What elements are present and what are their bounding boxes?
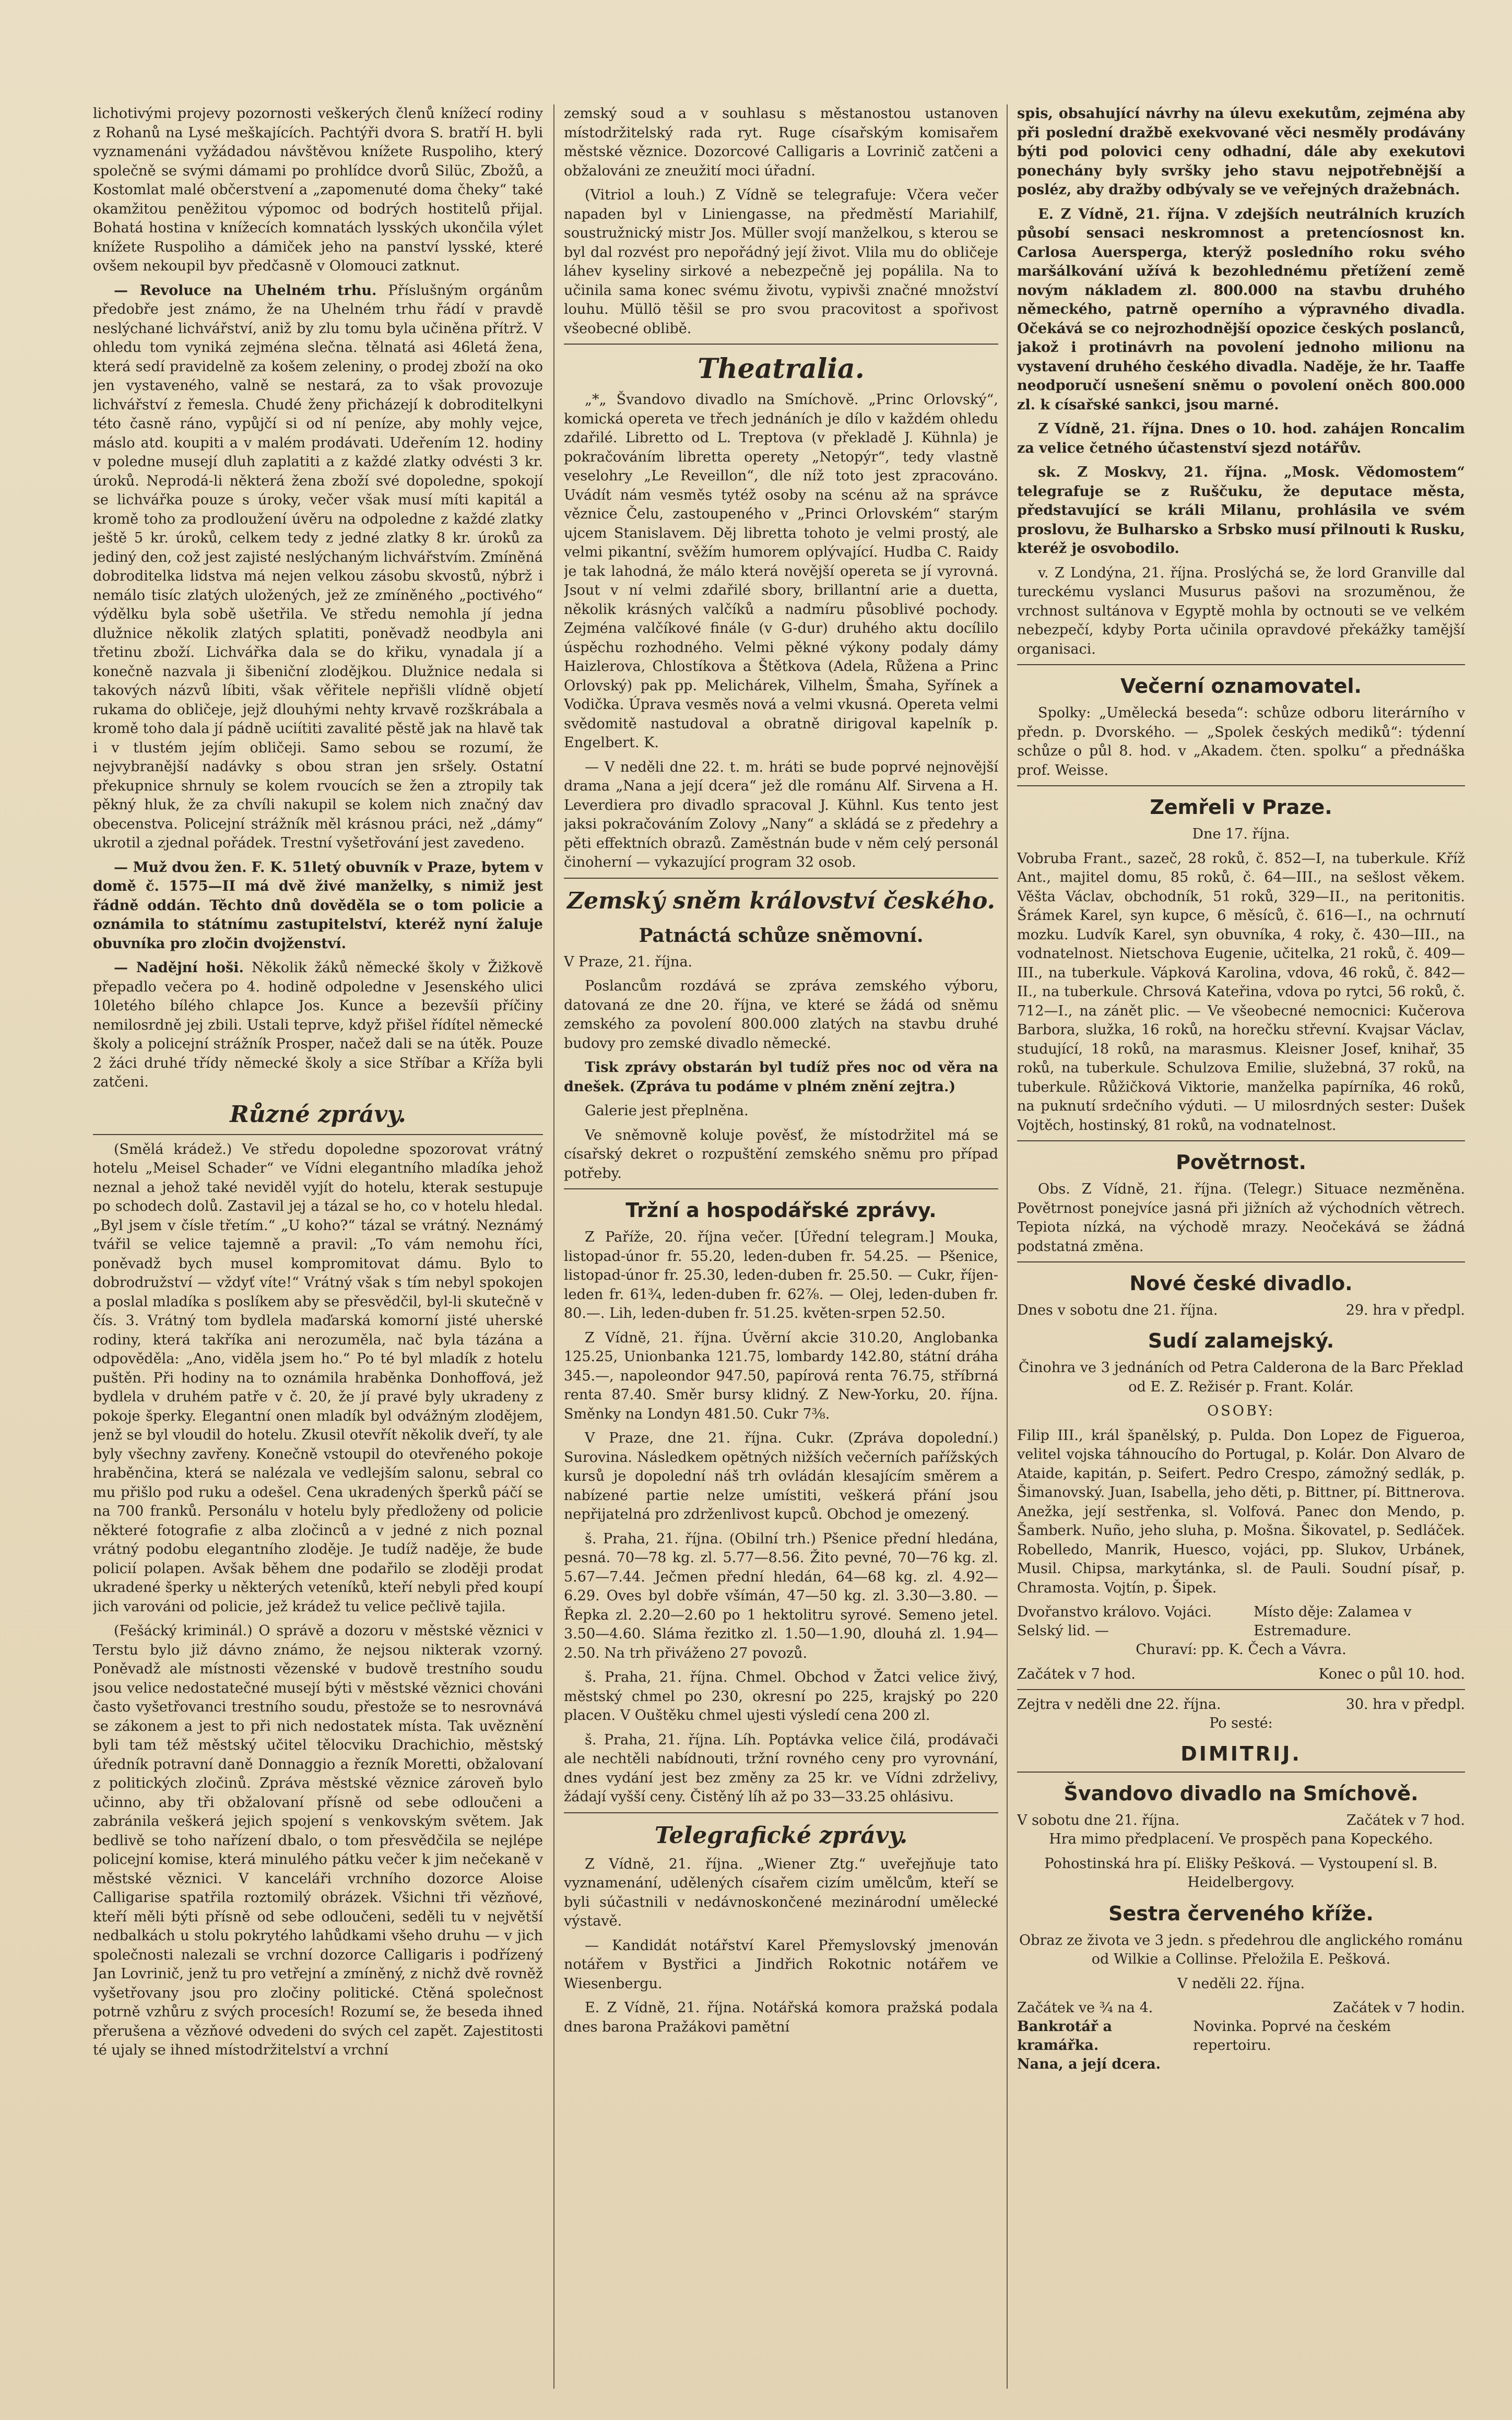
- divider: [564, 1188, 998, 1189]
- program-text: Hra mimo předplacení. Ve prospěch pana Kopeckého.: [1049, 1831, 1433, 1847]
- section-title: Nové české divadlo.: [1129, 1272, 1353, 1295]
- market-vienna: Z Vídně, 21. října. Úvěrní akcie 310.20, Anglobanka 125.25, Unionbanka 121.75, lombardy 142.80, státní dráha 345.—, napoleondor 947.50, papírová renta 76.75, stříbrná renta 87.40. Směr bursy klidný. Z New-Yorku, 20. října. Směnky na Londyn 481.50. Cukr 7⅜.: [564, 1329, 998, 1422]
- divider: [1017, 1140, 1465, 1141]
- telegram-vienna-2: Z Vídně, 21. října. Dnes o 10. hod. zahájen Roncalim za velice četného účastenství sjezd notářův.: [1017, 421, 1465, 456]
- article-heading: — Muž dvou žen.: [114, 859, 247, 876]
- program-start: Začátek v 7 hod.: [1346, 1812, 1465, 1828]
- program-line: [1017, 1665, 1465, 1684]
- article-theatre-1: „*„ Švandovo divadlo na Smíchově. „Princ Orlovský“, komická opereta ve třech jednáních je dílo v každém ohledu zdařilé. Libretto od L. Treptova (v překladě J. Kühnla) je pokračováním libretta operety „Netopýr“, tedy vlastně veselohry „Le Reveillon“, dle níž toto jest zpracováno. Uvádít nám vesměs tytéž osoby na scénu až na správce věznice Čelu, zastoupeného v „Princi Orlovském“ starým ujcem Stanislavem. Děj libretta tohoto je velmi prostý, ale velmi pikantní, svěžím humorem oplývající. Hudba C. Raidy je tak lahodná, že málo která novější opereta se jí vyrovná. Jsout v ní velmi zdařilé sbory, brillantní arie a duetta, několik krásných valčíků a nadmíru působlivé pochody. Zejména valčíkové finále (v G-dur) druhého aktu docílilo úspěchu rozhodného. Velmi pěkné výkony podaly dámy Haizlerova, Chlostíkova a Štětkova (Adela, Růžena a Princ Orlovský) pak pp. Melichárek, Vilhelm, Šmaha, Syřínek a Vodička. Úprava vesměs nová a velmi vkusná. Opereta velmi svědomitě nastudoval a obratně dirigoval kapelník p. Engelbert. K.: [564, 392, 998, 751]
- article-muz: [93, 858, 543, 954]
- divider: [1017, 1261, 1465, 1262]
- divider: [1017, 785, 1465, 786]
- program-text: Dvořanstvo královo. Vojáci. Selský lid. —: [1017, 1604, 1212, 1639]
- article-heading: — Nadějní hoši.: [114, 960, 244, 976]
- announcements: Spolky: „Umělecká beseda“: schůze odboru literárního v předn. p. Dvorského. — „Spolek českých mediků“: týdenní schůze o půl 8. hod. v „Akadem. čten. spolku“ a přednáška prof. Weisse.: [1017, 705, 1465, 778]
- article-snem-4: Ve sněmovně koluje pověsť, že místodržitel má se císařský dekret o rozpuštění zemského sněmu pro případ potřeby.: [564, 1127, 998, 1182]
- column-rule-left: [553, 104, 554, 2389]
- article-heading: — Revoluce na Uhelném trhu.: [114, 282, 377, 299]
- program-line: [1017, 1301, 1465, 1320]
- program-start: Začátek ve ¾ na 4.: [1017, 2000, 1153, 2016]
- program-line: [1017, 1999, 1465, 2017]
- article-body: Několik žáků německé školy v Žižkově přepadlo večera po 4. hodině odpoledne v Jesenského ulici 10letého bílého chlapce Jos. Kunce a bezevšíi příčiny nemilosrdně jej zbili. Ustali teprve, když přišel řídítel německé školy a policejní strážník Prosper, načež dali se na útěk. Pouze 2 žáci druhé třídy německé školy a sice Stříbar a Kříža byli zatčeni.: [93, 960, 543, 1090]
- program-date: V neděli 22. října.: [1177, 1975, 1305, 1992]
- market-prague-grain: š. Praha, 21. října. (Obilní trh.) Pšenice přední hledána, pesná. 70—78 kg. zl. 5.77—8.56. Žito pevné, 70—76 kg. zl. 5.67—7.44. Ječmen přední hledán, 64—68 kg. zl. 4.92—6.29. Oves byl dobře všímán, 47—50 kg. zl. 3.30—3.80. — Řepka zl. 2.20—2.60 po 1 hektolitru syrové. Semeno jetel. 3.50—4.60. Sláma řezitko zl. 1.50—1.90, dlouhá zl. 1.94—2.50. Na trh přiváženo 27 povozů.: [564, 1530, 998, 1661]
- article-snem-3: Galerie jest přeplněna.: [585, 1103, 749, 1119]
- program-end: Konec o půl 10. hod.: [1318, 1666, 1465, 1682]
- program-line: [1017, 1811, 1465, 1830]
- market-prague-hops: š. Praha, 21. října. Chmel. Obchod v Žatci velice živý, městský chmel po 230, okresní po 225, krajský po 220 placen. V Ouštěku chmel ujesti výsledí cena 200 zl.: [564, 1669, 998, 1723]
- program-line: [1017, 1695, 1465, 1714]
- divider: [1017, 664, 1465, 665]
- play-title: Sestra červeného kříže.: [1108, 1902, 1374, 1925]
- article-kriminal: (Fešácký kriminál.) O správě a dozoru v městské věznici v Terstu bylo již dávno známo, že nejsou nikterak vzorný. Poněvadž ale místnosti vězenské v budově trestního soudu jsou velice nedostatečné musejí býti v městské věznici chováni často vyšetřovanci trestního soudu, přestože se to nesrovnává se zákonem a jest to při nich nedostatek místa. Tak uvěznění byli tam též městský učitel tělocviku Drachichio, městský úředník potravní daně Donnaggio a řezník Moretti, obžalovaní z politických zločinů. Zpráva městské věznice zároveň bylo učinno, aby tři obžalovaní přísně od sebe odloučeni a zabránila veškerá jejich spojení s venkovským světem. Jak bedlivě se toho nařízení dbalo, o tom přesvědčila se nejlépe policejní komise, která minulého pátku večer k jim nečekaně v městské věznici. V kanceláři vrchního dozorce Aloise Calligarise spatřila roztomilý obrázek. Všichni tři vězňové, kteří měli býti přísně od sebe odloučeni, seděli tu v největší nedbalkách u stolu pokrytého lahůdkami všeho druhu — v jich společnosti nalezali se vrchní dozorce Calligaris i podřízený Jan Lovrinič, jenž tu pro vetřejní a zmíněný, z nichž dvě rovněž vyšetřovany jsou pro zločiny politické. Ctěná společnost potrně vzhůru z svých procesích! Rozumí se, že beseda ihned přerušena a vězňové odvedeni do svých cel zapět. Zajestitosti té ujaly se ihned místodržitelství a vrchní: [93, 1623, 543, 2058]
- article-continued: spis, obsahující návrhy na úlevu exekutům, zejména aby při poslední dražbě exekvované věci nesměly prodávány býti pod polovici ceny odhadní, dále aby exekutovi ponechány byly svršky jeho stavu nejpotřebnější a posléz, aby dražby odbývaly se ve veřejných dražebnách.: [1017, 105, 1465, 198]
- play-credits: Obraz ze života ve 3 jedn. s předehrou dle anglického románu od Wilkie a Collinse. Přeložila E. Pešková.: [1019, 1932, 1463, 1967]
- telegram-moscow: sk. Z Moskvy, 21. října. „Mosk. Vědomostem“ telegrafuje se z Ruščuku, že deputace města, představující se králi Milanu, prohlásila ve svém proslovu, že Bulharsko a Srbsko musí přilnouti k Rusku, kteréž je osvobodilo.: [1017, 464, 1465, 557]
- section-subtitle: Patnáctá schůze sněmovní.: [639, 924, 924, 947]
- telegram-london: v. Z Londýna, 21. října. Proslýchá se, že lord Granville dal tureckému vyslanci Musurus pašovi na srozuměnou, že vrchnost sultánova v Egyptě mohla by octnouti se ve velkém nebezpečí, kdyby Porta učinila opravdové překážky tamější organisaci.: [1017, 564, 1465, 657]
- divider: [564, 344, 998, 345]
- article-revoluce: [93, 281, 543, 853]
- play-title: Bankrotář a kramářka.: [1017, 2018, 1112, 2053]
- divider: [93, 1134, 543, 1135]
- article-snem-2: Tisk zprávy obstarán byl tudíž přes noc od věra na dnešek. (Zpráva tu podáme v plném znění zejtra.): [564, 1059, 998, 1095]
- program-start: Začátek v 7 hod.: [1017, 1666, 1136, 1682]
- program-line: [1017, 2017, 1465, 2055]
- market-prague-spirit: š. Praha, 21. října. Líh. Poptávka velice čilá, prodávači ale nechtěli nabídnouti, tržní rovného ceny pro vyrovnání, dnes vydání jest bez změny za 25 kr. ve Vídni zdrželivy, žádají vyšší ceny. Čistěný líh až po 33—33.25 ohlásivu.: [564, 1731, 998, 1805]
- telegram-3: E. Z Vídně, 21. října. Notářská komora pražská podala dnes barona Pražákovi pamětní: [564, 2000, 998, 2035]
- telegram-2: — Kandidát notářství Karel Přemyslovský jmenován notářem v Bystřici a Jindřich Rokotnic notářem ve Wiesenbergu.: [564, 1937, 998, 1992]
- article-hosi: [93, 959, 543, 1092]
- play-title: Nana, a její dcera.: [1017, 2056, 1161, 2072]
- article-kradez: (Smělá krádež.) Ve středu dopoledne spozorovat vrátný hotelu „Meisel Schader“ ve Vídni elegantního mladíka jehož neznal a jehož také neviděl vyjít do hotelu, kterak sestupuje po schodech dolů. Zastavil jej a tázal se ho, co v hotelu hledal. „Byl jsem v čísle třetím.“ „U koho?“ tázal se vrátný. Neznámý tvářil se velice tajemně a pravil: „To vám nemohu říci, poněvadž bych musel kompromitovat dámu. Bylo to dobrodružství — vždyť víte!“ Vrátný však s tím nebyl spokojen a poslal mladíka s poslíkem aby se přesvědčil, byl-li skutečně v čís. 3. Vrátný tom bydlela maďarská komorní jisté uherské rodiny, která takříka ani nerozuměla, nač byla tázána a odpověděla: „Ano, viděla jsem ho.“ Po té byl mladík z hotelu puštěn. Při hodiny na to oznámila hraběnka Donhoffová, jež bydlela v druhém patře v č. 20, že jí pravé byly ukradeny z pokoje šperky. Elegantní onen mladík byl odvážným zlodějem, jenž se byl vloudil do hotelu. Zkusil otevřít několik dveří, ty ale byly všechny zavřeny. Konečně vstoupil do otevřeného pokoje hraběnčina, která se nalézala ve vedlejším salonu, sebral co mu přišlo pod ruku a odešel. Cena ukradených šperků páčí se na 700 franků. Personálu v hotelu byly předloženy od policie některé fotografie z alba zločinců a v jedné z nich poznal vrátný podobu elegantního zloděje. Je tudíž naděje, že bude policií polapen. Avšak během dne podařilo se zloději prodat ukradené šperky u některých veteníků, kteří nebyli před koupí jich varováni od policie, jež krádež tu velice pečlivě tajila.: [93, 1141, 543, 1615]
- section-title: Švandovo divadlo na Smíchově.: [1064, 1782, 1419, 1805]
- article-body: Příslušným orgánům předobře jest známo, že na Uhelném trhu řádí v pravdě neslýchané lichvářství, aniž by zlu tomu byla učiněna přítrž. V ohledu tom vyniká zejména slečna. tělnatá asi 46letá žena, která sedí pravidelně za košem zeleniny, o prodej zboží na oko jen vystaveného, valně se nestará, za to však provozuje lichvářství z řemesla. Chudé ženy přicházejí k dobroditelkyni této časně ráno, vypůjčí si od ní peníze, aby mohly vejce, máslo atd. koupiti a v malém prodávati. Udeřením 12. hodiny v poledne musejí dluh zaplatiti a z každé zlatky odvésti 3 kr. úroků. Neprodá-li některá žena zboží své dopoledne, spokojí se lichvářka pouze s úroky, večer však musí míti kapitál a kromě toho za prodloužení úvěru na odpoledne z každé zlatky ještě 5 kr. úroků, celkem tedy z jedné zlatky 8 kr. úroků za jediný den, což jest zajisté neslýchaným lichvářstvím. Zmíněná dobroditelka lidstva má nejen velkou zásobu skvostů, nýbrž i nemálo tisíc zlatých uložených, jež ze zmíněného „poctivého“ výdělku byla sobě ušetřila. Ve středu nemohla jí jedna dlužnice několik zlatých splatiti, poněvadž neodbyla ani třetinu zboží. Lichvářka dala se do křiku, vynadala jí a konečně nazvala ji šibeniční zlodějkou. Dlužnice nedala si takových názvů líbiti, však věřitele nepřišli vlídně objetí rukama do obličeje, jejž dlouhými nehty krvavě rozškrábala a kromě toho dala jí pádně uciítiti zavalité pěstě jak na hlavě tak i v tlustém jejím obličeji. Samo sebou se rozumí, že nejvybranější nadávky s obou stran jen sršely. Ostatní překupnice shrnuly se kolem rvoucích se žen a ztropily tak pěkný hluk, že za chvíli nakupil se kolem nich značný dav obecenstva. Policejní strážník měl krásnou práci, než „dámy“ ukrotil a zjednal pořádek. Trestní vyšetřování jest zavedeno.: [93, 282, 543, 851]
- column-left: [93, 104, 543, 2389]
- divider: [564, 1812, 998, 1813]
- section-title: Zemřeli v Praze.: [1150, 796, 1332, 819]
- divider: [1017, 1689, 1465, 1690]
- program-text: Místo děje: Zalamea v Estremadure.: [1254, 1604, 1412, 1639]
- program-text: Po sesté:: [1209, 1715, 1273, 1731]
- program-text: Pohostinská hra pí. Elišky Pešková. — Vystoupení sl. B. Heidelbergovy.: [1044, 1855, 1438, 1891]
- market-prague-sugar: V Praze, dne 21. října. Cukr. (Zpráva dopolední.) Surovina. Následkem opětných nižších večerních pařížských kursů je dopolední náš trh ovládán klesajícím směrem a nabízené partie nelze umístiti, veškerá přání jsou nepřijatelná pro zdrženlivost kupců. Obchod je omezený.: [564, 1430, 998, 1522]
- program-date: Zejtra v neděli dne 22. října.: [1017, 1696, 1221, 1713]
- column-right: [1017, 104, 1465, 2389]
- section-title: Telegrafické zprávy.: [654, 1822, 908, 1849]
- article-continued: zemský soud a v souhlasu s městanostou ustanoven místodržitelský rada ryt. Ruge císařským komisařem městské věznice. Dozorcové Calligaris a Lovrinič zatčeni a obžalováni ze zneužití moci úřadní.: [564, 105, 998, 179]
- play-credits: Činohra ve 3 jednáních od Petra Calderona de la Barc Překlad od E. Z. Režisér p. Frant. Kolár.: [1018, 1360, 1464, 1395]
- telegram-1: Z Vídně, 21. října. „Wiener Ztg.“ uveřejňuje tato vyznamenání, udělených císařem cizím umělcům, kteří se byli súčastnili v nedávnoskončené mezinárodní umělecké výstavě.: [564, 1856, 998, 1929]
- divider: [564, 878, 998, 879]
- divider: [1017, 1772, 1465, 1773]
- weather-report: Obs. Z Vídně, 21. října. (Telegr.) Situace nezměněna. Povětrnost ponejvíce jasná při jižních až východních větrech. Tepiota nízká, na východě mrazy. Neočekává se žádná podstatná změna.: [1017, 1181, 1465, 1255]
- telegram-vienna: E. Z Vídně, 21. října. V zdejších neutrálních kruzích působí sensaci neskromnost a pretencíosnost kn. Carlosa Auersperga, kterýž posledního roku svého maršálkování užívá k bezohlednému přetížení země novým nákladem zl. 800.000 na stavbu druhého německého, patrně operního a výpravného divadla. Očekává se co nejrozhodnější opozice českých poslanců, jakož i protinávrh na povolení jednoho milionu na vystavení druhého českého divadla. Naděje, že hr. Taaffe neodporučí usnešení sněmu o povolení oněch 800.000 zl. k císařské sankci, jsou marné.: [1017, 206, 1465, 413]
- cast-heading: OSOBY:: [1207, 1403, 1275, 1419]
- article-snem-1: Poslancům rozdává se zpráva zemského výboru, datovaná ze dne 20. října, ve které se žádá od sněmu zemského za povolení 800.000 zlatých na stavbu druhé budovy pro zemské divadlo německé.: [564, 978, 998, 1052]
- article-body: F. K. 51letý obuvník v Praze, bytem v domě č. 1575—II má dvě živé manželky, s nimiž jest řádně oddán. Těchto dnů dověděla se o tom policie a oznámila to státnímu zastupitelství, kteréž nyní žaluje obuvníka pro zločin dvojženství.: [93, 859, 543, 952]
- dateline: V Praze, 21. října.: [564, 953, 693, 970]
- program-note: 30. hra v předpl.: [1345, 1696, 1465, 1713]
- article-theatre-2: — V neděli dne 22. t. m. hráti se bude poprvé nejnovější drama „Nana a její dcera“ jež dle románu Alf. Sirvena a H. Leverdiera pro divadlo spracoval J. Kühnl. Kus tento jest jaksi pokračováním Zolovy „Nany“ a skládá se z předehry a pěti effektních obrazů. Zaměstnán bude v něm celý personál činoherní — vykazující program 32 osob.: [564, 759, 998, 870]
- program-start: Začátek v 7 hodin.: [1333, 2000, 1465, 2016]
- article-intro: lichotivými projevy pozornosti veškerých členů knížecí rodiny z Rohanů na Lysé meškajících. Pachtýři dvora S. bratří H. byli vyznamenáni vyžádadou návštěvou knížete Ruspoliho, který společně se svými dámami po prohlídce dvorů Silüc, Zbožů, a Kostomlat malé občerstvení a „zapomenuté doma čheky“ také okamžitou peněžitou výpomoc od bodrých hostitelů přijal. Bohatá hostina v knížecích komnatách lysských ukončila výlet knížete Ruspoliho a dámiček jeho na panství lysské, které ovšem nekoupil byv předčasně v Olomouci zatknut.: [93, 105, 543, 274]
- program-date: Dnes v sobotu dne 21. října.: [1017, 1302, 1218, 1318]
- play-title: DIMITRIJ.: [1180, 1742, 1302, 1765]
- program-note: Novinka. Poprvé na českém repertoiru.: [1193, 2018, 1391, 2053]
- program-line: [1017, 1603, 1465, 1640]
- section-date: Dne 17. října.: [1192, 826, 1290, 842]
- deaths-list: Vobruba Frant., sazeč, 28 roků, č. 852—I, na tuberkule. Kříž Ant., majitel domu, 85 roků, č. 64—III., na sešlost věkem. Věšta Václav, obchodník, 51 roků, 329—II., na peritonitis. Šrámek Karel, syn kupce, 6 měsíců, č. 616—I., na ochrnutí mozku. Ludvík Karel, syn obuvníka, 4 roky, č. 430—III., na vodnatelnost. Nietschova Eugenie, učitelka, 21 roků, č. 409—III., na tuberkule. Vápková Karolina, vdova, 46 roků, č. 842—II., na tuberkule. Chrsová Kateřina, vdova po rytci, 56 roků, č. 712—I., na zánět plic. — Ve všeobecné nemocnici: Kučerova Barbora, služka, 16 roků, na horečku střevní. Kvajsar Václav, studující, 18 roků, na marasmus. Kleisner Josef, knihař, 35 roků, na tuberkule. Schulzova Emilie, služebná, 37 roků, na tuberkule. Růžičková Viktorie, manželka papírníka, 46 roků, na puknutí srdečního výduti. — U milosrdných sester: Dušek Vojtěch, hostinský, 81 roků, na vodnatelnost.: [1017, 850, 1465, 1134]
- market-paris: Z Paříže, 20. října večer. [Úřední telegram.] Mouka, listopad-únor fr. 55.20, leden-duben fr. 54.25. — Pšenice, listopad-únor fr. 25.30, leden-duben fr. 25.50. — Cukr, říjen-leden fr. 61¾, leden-duben fr. 62⅞. — Olej, leden-duben fr. 80.—. Lih, leden-duben fr. 51.25. květen-srpen 52.50.: [564, 1229, 998, 1321]
- section-title: Tržní a hospodářské zprávy.: [625, 1199, 937, 1222]
- column-rule-right: [1007, 104, 1008, 2389]
- section-title: Různé zprávy.: [230, 1101, 406, 1128]
- play-title: Sudí zalamejský.: [1148, 1329, 1334, 1352]
- program-text: Churaví: pp. K. Čech a Vávra.: [1136, 1642, 1346, 1658]
- section-title: Theatralia.: [698, 353, 865, 385]
- section-title: Povětrnost.: [1176, 1151, 1306, 1174]
- section-title: Večerní oznamovatel.: [1120, 675, 1362, 698]
- section-title: Zemský sněm království českého.: [567, 887, 995, 914]
- article-vitriol: (Vitriol a louh.) Z Vídně se telegrafuje: Včera večer napaden byl v Liniengasse, na předměstí Mariahilf, soustružnický mistr Jos. Müller svojí manželkou, s kterou se byl dal rozvést pro nepořádný její život. Vlila mu do obličeje láhev kyseliny sirkové a nebezpečně jej popálila. Na to učinila sama konec svému životu, vypivši značné množství louhu. Müllö těšil se pro svou pracovitost a spořivost všeobecné oblibě.: [564, 187, 998, 337]
- column-middle: [564, 104, 998, 2389]
- program-date: V sobotu dne 21. října.: [1017, 1812, 1180, 1828]
- cast-list: Filip III., král španělský, p. Pulda. Don Lopez de Figueroa, velitel vojska táhnoucího do Portugal, p. Kolár. Don Alvaro de Ataide, kapitán, p. Seifert. Pedro Crespo, zámožný sedlák, p. Šimanovský. Juan, Isabella, jeho děti, p. Bittner, pí. Bittnerova. Anežka, její sestřenka, sl. Volfová. Panec don Mendo, p. Šamberk. Nuño, jeho sluha, p. Mošna. Šikovatel, p. Sedláček. Robelledo, Manrik, Huesco, vojáci, pp. Slukov, Urbánek, Musil. Chipsa, markytánka, sl. de Pauli. Soudní písař, p. Chramosta. Vojtín, p. Šipek.: [1017, 1427, 1465, 1596]
- program-note: 29. hra v předpl.: [1345, 1302, 1465, 1318]
